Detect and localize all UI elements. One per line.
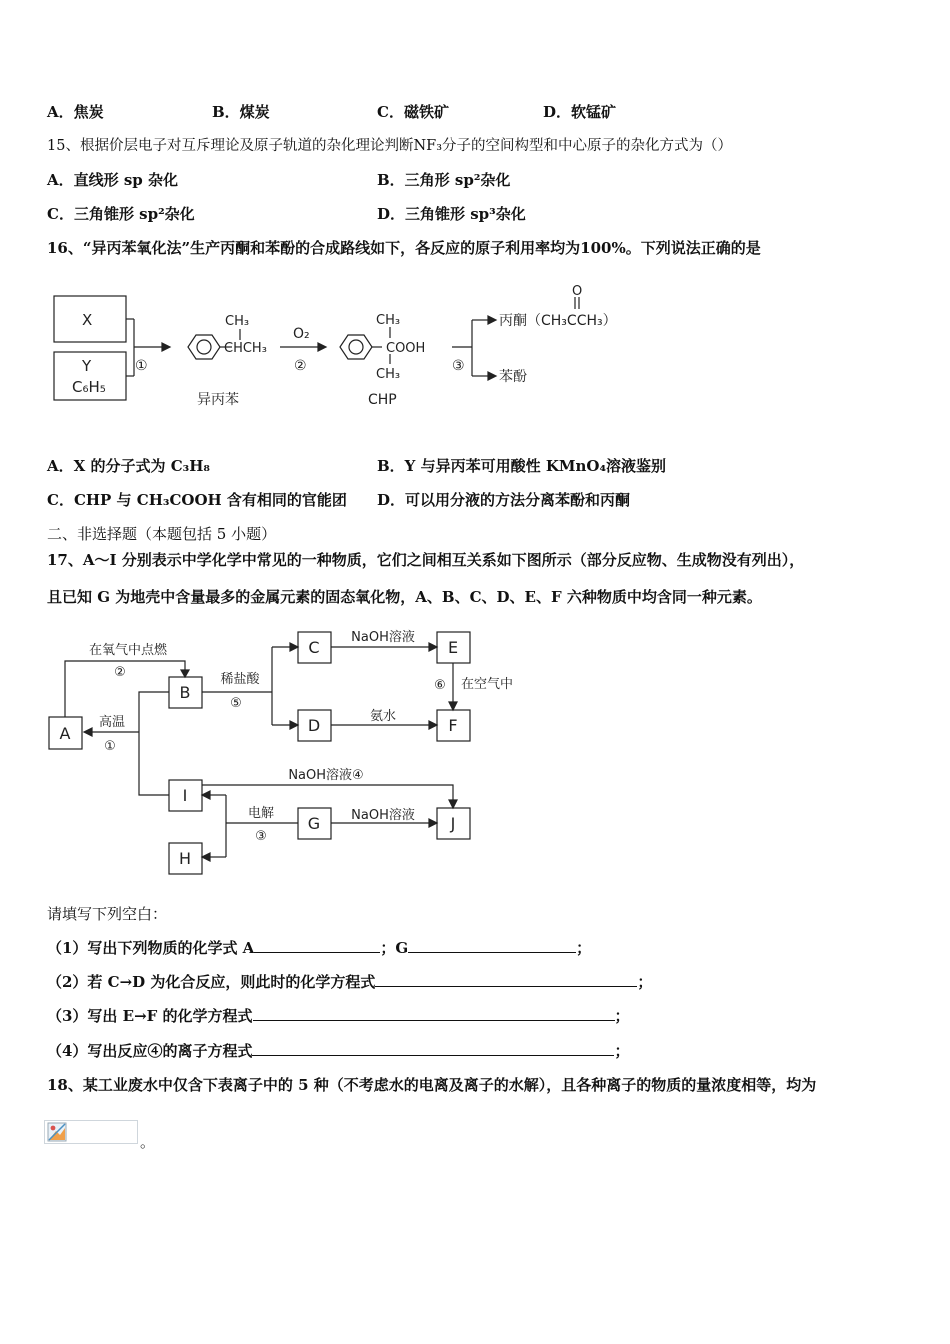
box-y-formula: C₆H₅ [72,378,106,396]
sub-3-end: ； [614,1007,630,1025]
step-3-label: ③ [452,358,465,374]
electrolysis-label: 电解 [247,806,275,821]
q18-stem: 18、某工业废水中仅含下表离子中的 5 种（不考虑水的电离及离子的水解），且各种离子的物质的量浓度相等，均为 [47,1076,817,1094]
node-g-label: G [307,814,321,833]
sub-3-text: （3）写出 E→F 的化学方程式 [47,1007,253,1025]
sub-1-g-text: ；G [380,939,409,957]
cumene-label: 异丙苯 [197,392,239,408]
broken-image-placeholder [44,1120,138,1144]
chp-ch3-bottom: CH₃ [376,367,401,382]
o2-label: O₂ [293,326,310,342]
q16-option-a: A．X 的分子式为 C₃H₈ [47,457,210,475]
product-acetone: 丙酮（CH₃CCH₃） [499,313,617,329]
air-label: 在空气中 [460,677,514,692]
q15-stem: 15、根据价层电子对互斥理论及原子轨道的杂化理论判断NF₃分子的空间构型和中心原子的杂化方式为（） [47,138,733,154]
product-phenol: 苯酚 [499,369,527,385]
naoh-ij-label: NaOH溶液④ [288,768,364,783]
sub-4-end: ； [614,1042,630,1060]
sub-2-text: （2）若 C→D 为化合反应，则此时的化学方程式 [47,973,376,991]
chp-cooh: COOH [386,341,426,356]
answer-blank-3[interactable] [253,1006,615,1021]
q15-option-d: D．三角锥形 sp³杂化 [377,205,526,223]
sub-1-a-text: （1）写出下列物质的化学式 A [47,939,255,957]
cumene-chch3: CHCH₃ [224,341,267,356]
step-1-label: ① [135,358,148,374]
q17-relationship-diagram [40,625,540,885]
q16-reaction-scheme [40,280,640,420]
node-e-label: E [447,638,459,657]
hcl-label: 稀盐酸 [220,672,260,687]
q15-option-b: B．三角形 sp²杂化 [377,171,511,189]
benzene-ring-1 [188,335,220,359]
electrolysis-number: ③ [255,829,267,844]
heat-number: ① [104,739,116,754]
naoh-ce-label: NaOH溶液 [351,630,415,645]
q14-option-c: C．磁铁矿 [377,103,449,121]
answer-blank-4[interactable] [252,1041,614,1056]
box-x-label: X [82,311,93,329]
q17-stem-line-1: 17、A～I 分别表示中学化学中常见的一种物质，它们之间相互关系如下图所示（部分反应物、生成物没有列出）， [47,551,805,569]
q17-fill-prompt: 请填写下列空白： [47,905,168,923]
air-number: ⑥ [434,678,446,693]
answer-blank-a[interactable] [254,938,380,953]
q16-stem: 16、“异丙苯氧化法”生产丙酮和苯酚的合成路线如下，各反应的原子利用率均为100%。下列说法正确的是 [47,239,761,257]
q15-option-a: A．直线形 sp 杂化 [47,171,179,189]
burn-number: ② [114,665,126,680]
chp-label: CHP [368,392,397,408]
sub-2-end: ； [637,973,653,991]
cumene-ch3: CH₃ [225,314,250,329]
node-i-label: I [182,786,188,805]
carbonyl-o: O [572,284,583,299]
q17-stem-line-2: 且已知 G 为地壳中含量最多的金属元素的固态氧化物，A、B、C、D、E、F 六种物质中均含同一种元素。 [47,588,762,606]
naoh-gj-label: NaOH溶液 [351,808,415,823]
answer-blank-g[interactable] [408,938,576,953]
heat-label: 高温 [98,715,126,730]
ammonia-label: 氨水 [369,709,397,724]
node-a-label: A [59,724,71,743]
benzene-ring-2 [340,335,372,359]
burn-label: 在氧气中点燃 [88,643,168,658]
q17-sub-3 [47,1006,630,1026]
q14-option-b: B．煤炭 [212,103,270,121]
answer-blank-2[interactable] [375,972,637,987]
hcl-number: ⑤ [230,696,242,711]
node-c-label: C [308,638,320,657]
q16-option-d: D．可以用分液的方法分离苯酚和丙酮 [377,491,631,509]
q18-tail-mark: 。 [140,1133,156,1151]
chp-ch3-top: CH₃ [376,313,401,328]
node-h-label: H [178,849,192,868]
box-y-label: Y [82,357,92,375]
q17-sub-4 [47,1041,629,1061]
node-b-label: B [179,683,191,702]
node-j-label: J [450,814,456,833]
section-2-heading: 二、非选择题（本题包括 5 小题） [47,525,277,543]
sub-1-end: ； [576,939,592,957]
q14-option-a: A．焦炭 [47,103,104,121]
broken-image-icon [47,1122,67,1142]
node-f-label: F [448,716,458,735]
step-2-label: ② [294,358,307,374]
sub-4-text: （4）写出反应④的离子方程式 [47,1042,253,1060]
q16-option-c: C．CHP 与 CH₃COOH 含有相同的官能团 [47,491,347,509]
q17-sub-1 [47,938,591,958]
q17-sub-2 [47,972,652,992]
q16-option-b: B．Y 与异丙苯可用酸性 KMnO₄溶液鉴别 [377,457,667,475]
node-d-label: D [307,716,321,735]
q15-option-c: C．三角锥形 sp²杂化 [47,205,195,223]
q14-option-d: D．软锰矿 [543,103,617,121]
